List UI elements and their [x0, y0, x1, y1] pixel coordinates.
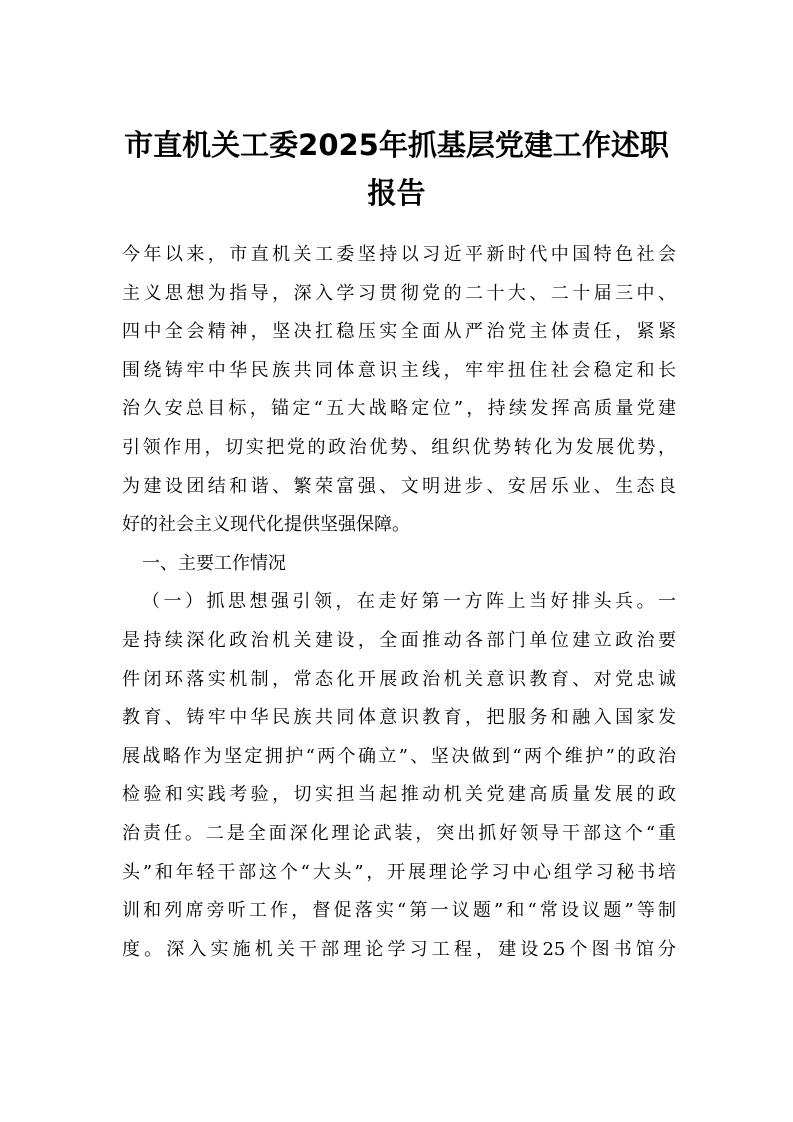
section-heading: 一、主要工作情况 — [142, 552, 286, 574]
paragraph-line: 头”和年轻干部这个“大头”，开展理论学习中心组学习秘书培 — [122, 861, 676, 883]
paragraph-line: 好的社会主义现代化提供坚强保障。 — [122, 514, 410, 536]
paragraph-line: 治久安总目标，锚定“五大战略定位”，持续发挥高质量党建 — [122, 398, 676, 420]
document-title-line2: 报告 — [367, 176, 426, 210]
paragraph-line: 检验和实践考验，切实担当起推动机关党建高质量发展的政 — [122, 784, 676, 806]
paragraph-line: 教育、铸牢中华民族共同体意识教育，把服务和融入国家发 — [122, 707, 676, 729]
paragraph-line: 件闭环落实机制，常态化开展政治机关意识教育、对党忠诚 — [122, 668, 676, 690]
document-title-line1: 市直机关工委2025年抓基层党建工作述职 — [124, 128, 669, 162]
paragraph-line: 是持续深化政治机关建设，全面推动各部门单位建立政治要 — [122, 629, 676, 651]
paragraph-line: 展战略作为坚定拥护“两个确立”、坚决做到“两个维护”的政治 — [122, 745, 676, 767]
paragraph-line: 四中全会精神，坚决扛稳压实全面从严治党主体责任，紧紧 — [122, 321, 676, 343]
paragraph-line: 围绕铸牢中华民族共同体意识主线，牢牢扭住社会稳定和长 — [122, 359, 676, 381]
paragraph-line: 度。深入实施机关干部理论学习工程，建设25个图书馆分 — [122, 938, 676, 960]
document-body — [122, 236, 676, 969]
paragraph-line: 训和列席旁听工作，督促落实“第一议题”和“常设议题”等制 — [122, 900, 676, 922]
paragraph-line: 主义思想为指导，深入学习贯彻党的二十大、二十届三中、 — [122, 282, 676, 304]
paragraph-line: 引领作用，切实把党的政治优势、组织优势转化为发展优势， — [122, 436, 676, 458]
paragraph-line: 今年以来，市直机关工委坚持以习近平新时代中国特色社会 — [122, 244, 676, 265]
paragraph-line: 为建设团结和谐、繁荣富强、文明进步、安居乐业、生态良 — [122, 475, 676, 497]
paragraph-line: （一）抓思想强引领，在走好第一方阵上当好排头兵。一 — [142, 591, 676, 613]
paragraph-line: 治责任。二是全面深化理论武装，突出抓好领导干部这个“重 — [122, 822, 676, 844]
